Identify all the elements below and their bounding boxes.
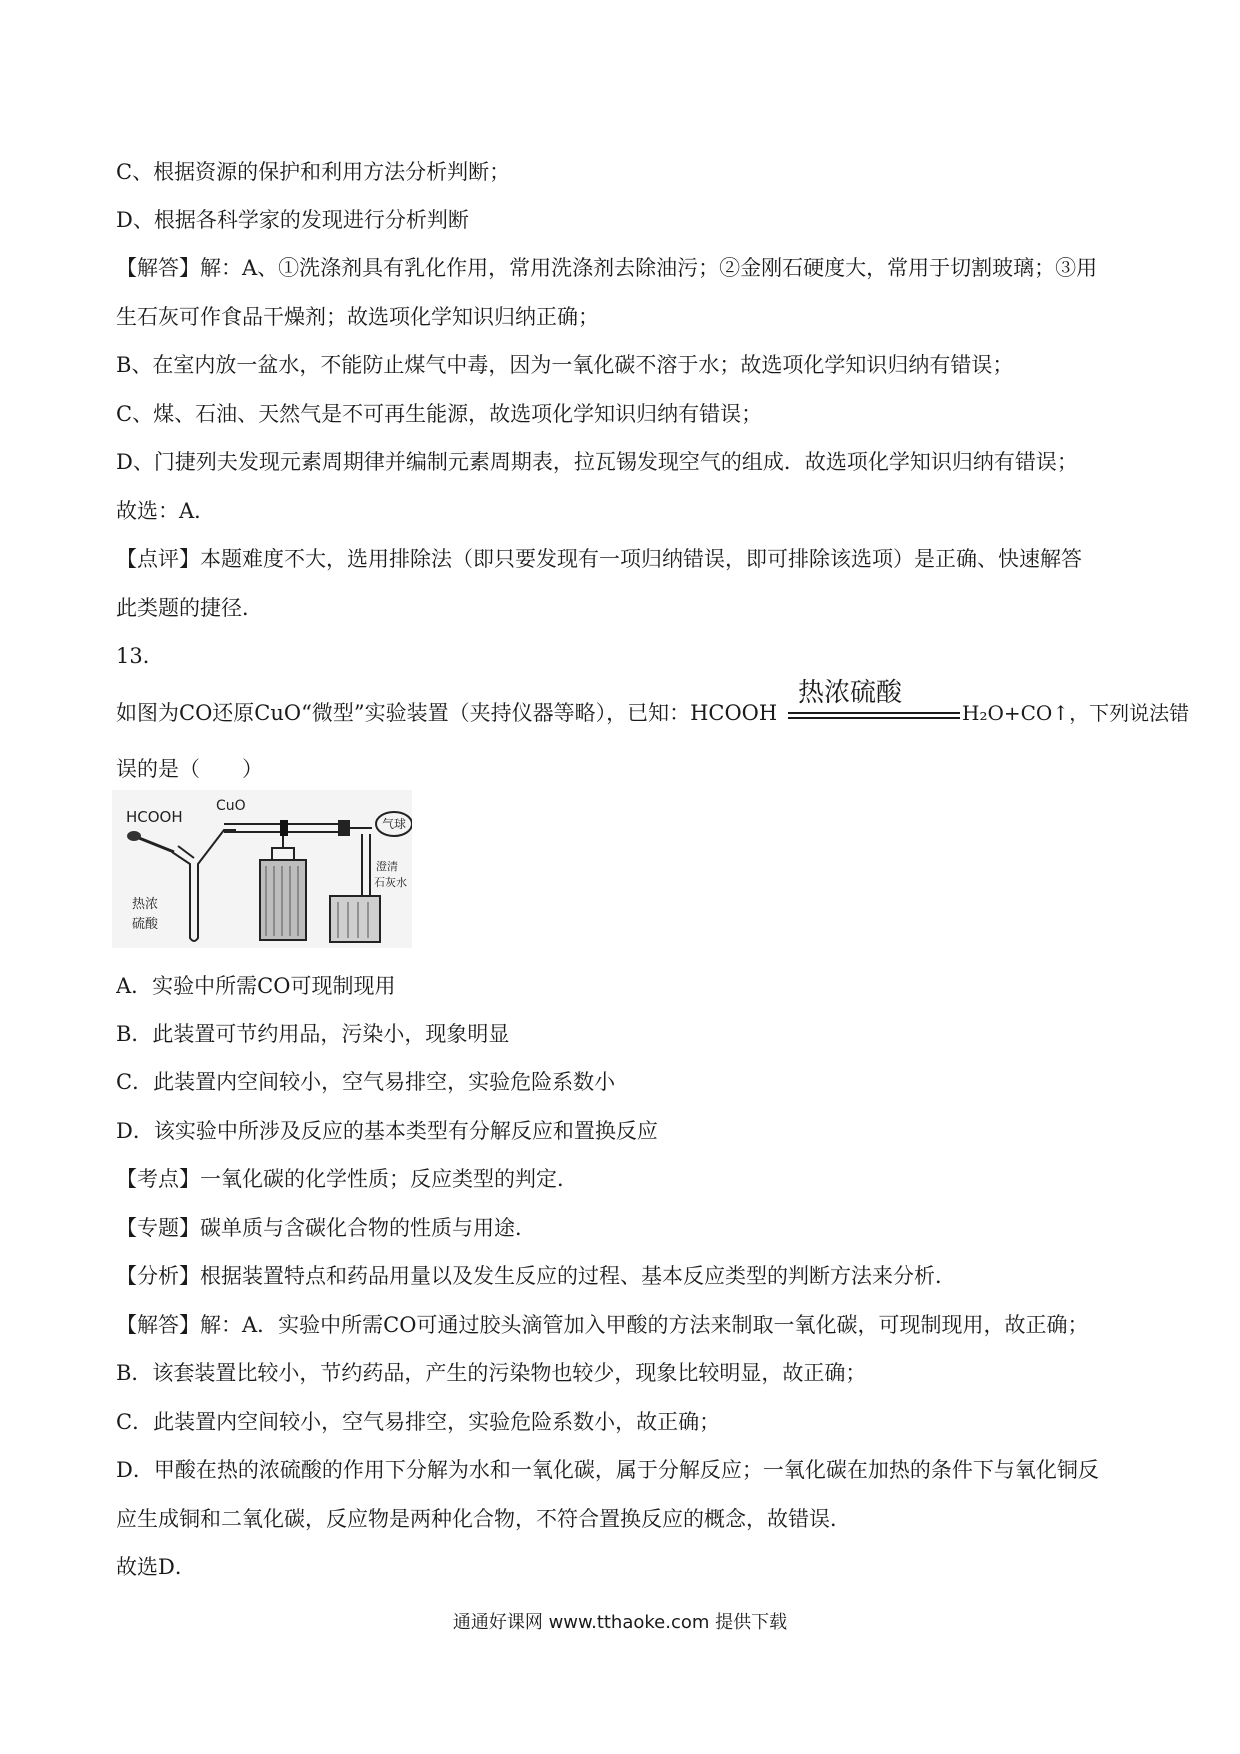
text-line: C、煤、石油、天然气是不可再生能源，故选项化学知识归纳有错误； bbox=[116, 402, 763, 426]
analysis-line: 应生成铜和二氧化碳，反应物是两种化合物，不符合置换反应的概念，故错误． bbox=[116, 1507, 851, 1531]
text-line: B、在室内放一盆水，不能防止煤气中毒，因为一氧化碳不溶于水；故选项化学知识归纳有错误； bbox=[116, 353, 1014, 377]
analysis-line: B．该套装置比较小，节约药品，产生的污染物也较少，现象比较明显，故正确； bbox=[116, 1361, 867, 1385]
analysis-line: D．甲酸在热的浓硫酸的作用下分解为水和一氧化碳，属于分解反应；一氧化碳在加热的条件下与氧化铜反 bbox=[116, 1458, 1099, 1482]
apparatus-figure bbox=[112, 790, 412, 948]
text-line: 【点评】本题难度不大，选用排除法（即只要发现有一项归纳错误，即可排除该选项）是正确、快速解答 bbox=[116, 547, 1082, 571]
page-footer: 通通好课网 www.tthaoke.com 提供下载 bbox=[452, 1612, 788, 1633]
analysis-line: 【解答】解：A．实验中所需CO可通过胶头滴管加入甲酸的方法来制取一氧化碳，可现制现用，故正确； bbox=[116, 1313, 1089, 1337]
analysis-line: 【专题】碳单质与含碳化合物的性质与用途． bbox=[116, 1216, 536, 1240]
answer-line: 故选D． bbox=[116, 1555, 196, 1579]
label-acid: 热浓 bbox=[132, 897, 159, 912]
question-text-part1: 如图为CO还原CuO“微型”实验装置（夹持仪器等略），已知：HCOOH bbox=[116, 701, 778, 725]
label-limewater: 澄清 bbox=[376, 860, 398, 873]
alcohol-lamp-icon bbox=[260, 860, 306, 940]
text-line: C、根据资源的保护和利用方法分析判断； bbox=[116, 160, 511, 184]
analysis-line: C．此装置内空间较小，空气易排空，实验危险系数小，故正确； bbox=[116, 1410, 721, 1434]
text-line: 生石灰可作食品干燥剂；故选项化学知识归纳正确； bbox=[116, 305, 599, 329]
reaction-condition: 热浓硫酸 bbox=[798, 678, 903, 708]
label-limewater: 石灰水 bbox=[374, 876, 407, 889]
equation-bar bbox=[788, 712, 960, 714]
label-cuo: CuO bbox=[216, 798, 246, 814]
analysis-line: 【考点】一氧化碳的化学性质；反应类型的判定． bbox=[116, 1167, 578, 1191]
label-balloon: 气球 bbox=[382, 817, 407, 831]
option-a: A．实验中所需CO可现制现用 bbox=[116, 974, 396, 998]
question-number: 13． bbox=[116, 644, 164, 668]
text-line: 故选：A． bbox=[116, 499, 216, 523]
cuo-sample-icon bbox=[280, 820, 288, 836]
text-line: 【解答】解：A、①洗涤剂具有乳化作用，常用洗涤剂去除油污；②金刚石硬度大，常用于切割玻璃；③用 bbox=[116, 256, 1098, 280]
analysis-line: 【分析】根据装置特点和药品用量以及发生反应的过程、基本反应类型的判断方法来分析． bbox=[116, 1264, 956, 1288]
dropper-bulb-icon bbox=[127, 831, 141, 841]
connector-icon bbox=[338, 820, 350, 836]
text-line: D、门捷列夫发现元素周期律并编制元素周期表，拉瓦锡发现空气的组成．故选项化学知识归纳有错误； bbox=[116, 450, 1078, 474]
option-c: C．此装置内空间较小，空气易排空，实验危险系数小 bbox=[116, 1070, 616, 1094]
text-line: D、根据各科学家的发现进行分析判断 bbox=[116, 208, 469, 232]
option-d: D．该实验中所涉及反应的基本类型有分解反应和置换反应 bbox=[116, 1119, 658, 1143]
label-hcooh: HCOOH bbox=[126, 808, 183, 826]
equation-bar bbox=[788, 717, 960, 719]
label-acid: 硫酸 bbox=[132, 917, 159, 932]
question-text-part2: H₂O+CO↑，下列说法错 bbox=[962, 701, 1190, 725]
option-b: B．此装置可节约用品，污染小，现象明显 bbox=[116, 1022, 510, 1046]
question-text-part3: 误的是（ ） bbox=[116, 757, 263, 781]
text-line: 此类题的捷径． bbox=[116, 596, 263, 620]
